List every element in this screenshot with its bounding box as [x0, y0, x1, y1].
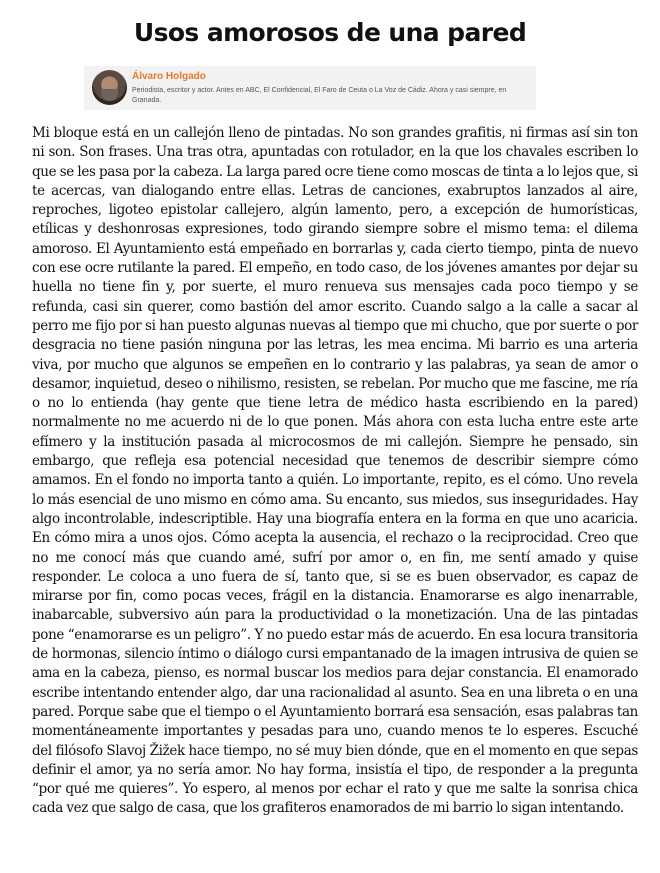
author-bio: Periodista, escritor y actor. Antes en ABC, El Confidencial, El Faro de Ceuta o La Voz de Cádiz. Ahora y casi siempre, en Granada. — [132, 87, 507, 104]
author-avatar — [92, 70, 127, 105]
author-name[interactable]: Álvaro Holgado — [132, 71, 206, 82]
author-box — [84, 66, 536, 110]
article-body: Mi bloque está en un callejón lleno de pintadas. No son grandes grafitis, ni firmas así sin ton ni son. Son frases. Una tras otra, apuntadas con rotulador, en la que los chavales escriben lo que se les pasa por la cabeza. La larga pared ocre tiene como moscas de tinta a lo lejos que, si te acercas, van dialogando entre ellas. Letras de canciones, exabruptos lanzados al aire, reproches, ligoteo epistolar callejero, algún lamento, pero, a excepción de humorísticas, etílicas y deshonrosas expresiones, todo girando siempre sobre el mismo tema: el dilema amoroso. El Ayuntamiento está empeñado en borrarlas y, cada cierto tiempo, pinta de nuevo con ese ocre rutilante la pared. El empeño, en todo caso, de los jóvenes amantes por dejar su huella no tiene fin y, por suerte, el muro renueva sus mensajes cada poco tiempo y se refunda, casi sin querer, como bastión del amor escrito. Cuando salgo a la calle a sacar al perro me fijo por si han puesto algunas nuevas al tiempo que mi chucho, que por suerte o por desgracia no tiene pasión ninguna por las letras, les mea encima. Mi barrio es una arteria viva, por mucho que algunos se empeñen en lo contrario y las palabras, ya sean de amor o desamor, inquietud, deseo o nihilismo, resisten, se rebelan. Por mucho que me fascine, me ría o no lo entienda (hay gente que tiene letra de médico hasta escribiendo en la pared) normalmente no me acuerdo ni de lo que ponen. Más ahora con esta lucha entre este arte efímero y la institución pasada al microcosmos de mi callejón. Siempre he pensado, sin embargo, que refleja esa potencial necesidad que tenemos de describir siempre cómo amamos. En el fondo no importa tanto a quién. Lo importante, repito, es el cómo. Uno revela lo más esencial de uno mismo en cómo ama. Su encanto, sus miedos, sus inseguridades. Hay algo incontrolable, indescriptible. Hay una biografía entera en la forma en que uno acaricia. En cómo mira a unos ojos. Cómo acepta la ausencia, el rechazo o la reciprocidad. Creo que no me conocí más que cuando amé, sufrí por amor o, en fin, me sentí amado y quise responder. Le coloca a uno fuera de sí, tanto que, si se es buen observador, es capaz de mirarse por fin, como pocas veces, frágil en la distancia. Enamorarse es algo inenarrable, inabarcable, subversivo aún para la productividad o la monetización. Una de las pintadas pone “enamorarse es un peligro”. Y no puedo estar más de acuerdo. En esa locura transitoria de hormonas, silencio íntimo o diálogo cursi empantanado de la imagen intrusiva de quien se ama en la cabeza, pienso, es normal buscar los medios para dejar constancia. El enamorado escribe intentando entender algo, dar una racionalidad al asunto. Sea en una libreta o en una pared. Porque sabe que el tiempo o el Ayuntamiento borrará esa sensación, esas palabras tan momentáneamente importantes y pesadas para uno, cuando menos te lo esperes. Escuché del filósofo Slavoj Žižek hace tiempo, no sé muy bien dónde, que en el momento en que sepas definir el amor, ya no sería amor. No hay forma, insistía el tipo, de responder a la pregunta “por qué me quieres”. Yo espero, al menos por echar el rato y que me salte la sonrisa chica cada vez que salgo de casa, que los grafiteros enamorados de mi barrio lo sigan intentando. — [32, 125, 638, 817]
article-title: Usos amorosos de una pared — [133, 18, 527, 47]
